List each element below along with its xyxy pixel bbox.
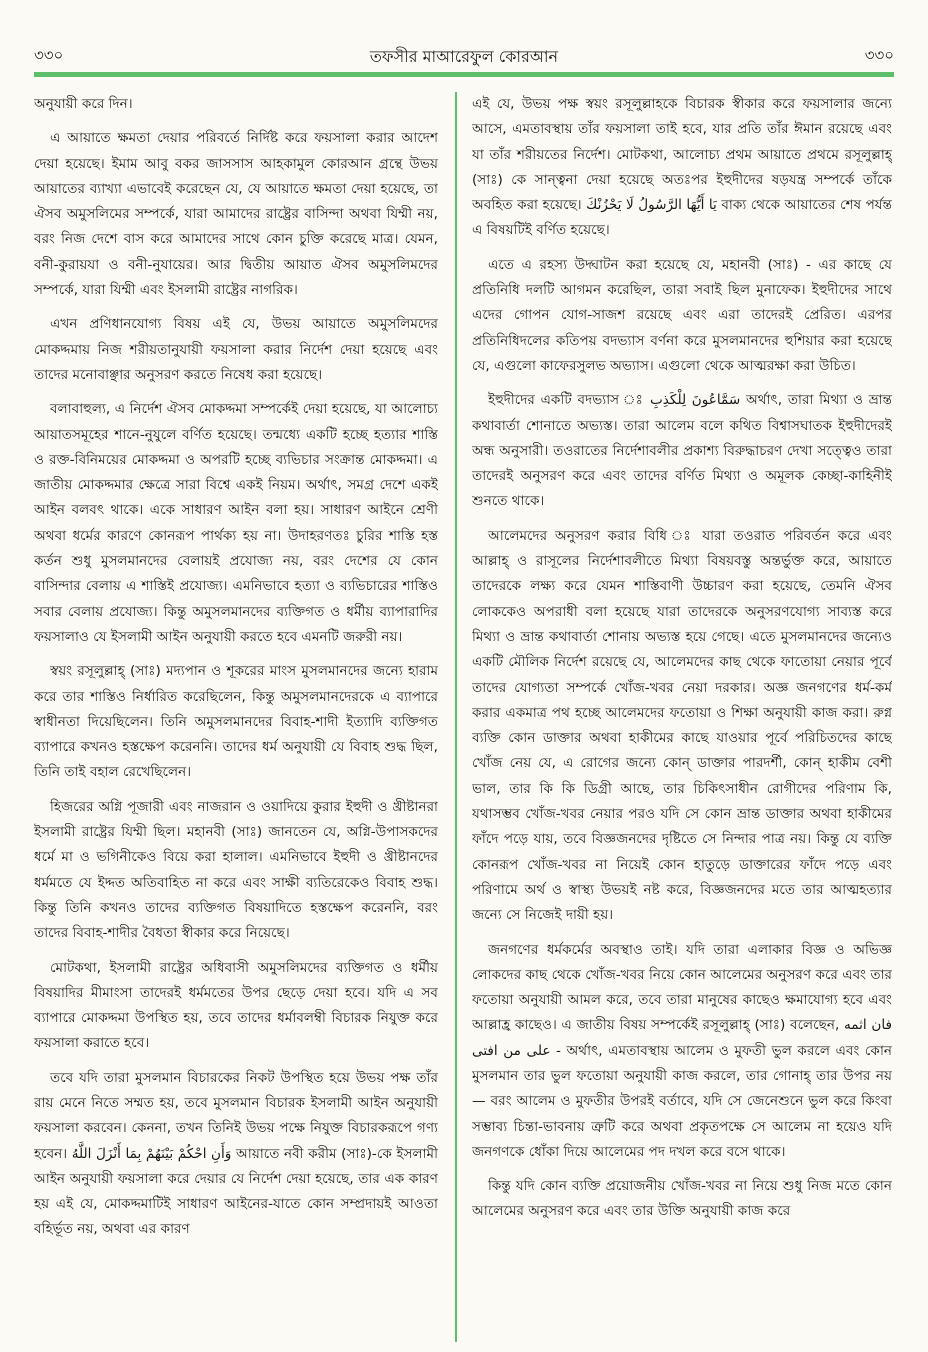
running-title: তফসীর মাআরেফুল কোরআন (369, 47, 559, 66)
page-number-right: ৩৩০ (864, 46, 894, 64)
paragraph: অনুযায়ী করে দিন। (34, 96, 133, 112)
column-divider (455, 92, 457, 1342)
paragraph: এ আয়াতে ক্ষমতা দেয়ার পরিবর্তে নির্দিষ্ট করে ফয়সালা করার আদেশ দেয়া হয়েছে। ইমাম আবু বকর জাসসাস আহকামুল কোরআন গ্রন্থে উভয় আয়াতের ব্যাখ্যা এভাবেই করেছেন যে, যে আয়াতে ক্ষমতা দেয়া হয়েছে, তা ঐসব অমুসলিমের সম্পর্কে, যারা আমাদের রাষ্ট্রের বাসিন্দা অথবা যিম্মী নয়, বরং নিজ দেশে বাস করে আমাদের সাথে কোন চুক্তি করেছে মাত্র। যেমন, বনী-কুরায়যা ও বনী-নুযায়ের। আর দ্বিতীয় আয়াত ঐসব অমুসলিমদের সম্পর্কে, যারা যিম্মী এবং ইসলামী রাষ্ট্রের নাগরিক। (34, 130, 438, 299)
paragraph: তবে যদি তারা মুসলমান বিচারকের নিকট উপস্থিত হয়ে উভয় পক্ষ তাঁর রায় মেনে নিতে সম্মত হয়, তবে মুসলমান বিচারক ইসলামী আইন অনুযায়ী ফয়সালা করবেন। কেননা, তখন তিনিই উভয় পক্ষে নিযুক্ত বিচারকরূপে গণ্য হবেন। وَأَنِ احْكُمْ بَيْنَهُمْ بِمَا أَنْزَلَ اللَّهُ আয়াতে নবী করীম (সাঃ)-কে ইসলামী আইন অনুযায়ী ফয়সালা করে দেয়ার যে নির্দেশ দেয়া হয়েছে, তার এক কারণ হয় এই যে, মোকদ্দমাটিই সাধারণ আইনের-যাতে কোন সম্প্রদায়ই আওতা বহির্ভূত নয়, অথবা এর কারণ (34, 1069, 438, 1238)
header-rule (34, 72, 894, 77)
paragraph: ইহুদীদের একটি বদভ্যাস ঃ سَمَّاعُونَ لِلْكَذِبِ অর্থাৎ, তারা মিথ্যা ও ভ্রান্ত কথাবার্তা শোনাতে অভ্যস্ত। তারা আলেম বলে কথিত বিশ্বাসঘাতক ইহুদীদেরই অন্ধ অনুসারী। তওরাতের নির্দেশাবলীর প্রকাশ্য বিরুদ্ধাচরণ দেখা সত্ত্বেও তারা তাদেরই অনুসরণ করে এবং তাদের বর্ণিত মিথ্যা ও অমূলক কেচ্ছা-কাহিনীই শুনতে থাকে। (472, 392, 892, 510)
left-column (34, 92, 438, 1342)
paragraph: মোটকথা, ইসলামী রাষ্ট্রের অধিবাসী অমুসলিমদের ব্যক্তিগত ও ধর্মীয় বিষয়াদির মীমাংসা তাদেরই ধর্মমতের উপর ছেড়ে দেয়া হবে। যদি এ সব ব্যাপারে মোকদ্দমা উপস্থিত হয়, তবে তাদের ধর্মাবলম্বী বিচারক নিযুক্ত করে ফয়সালা করাতে হবে। (34, 959, 438, 1052)
paragraph: হিজরের অগ্নি পূজারী এবং নাজরান ও ওয়াদিয়ে কুরার ইহুদী ও খ্রীষ্টানরা ইসলামী রাষ্ট্রের যিম্মী ছিল। মহানবী (সাঃ) জানতেন যে, অগ্নি-উপাসকদের ধর্মে মা ও ভগিনীকেও বিয়ে করা হালাল। এমনিভাবে ইহুদী ও খ্রীষ্টানদের ধর্মমতে যে ইদ্দত অতিবাহিত না করে এবং সাক্ষী ব্যতিরেকেও বিবাহ শুদ্ধ। কিন্তু তিনি কখনও তাদের ব্যক্তিগত বিষয়াদিতে হস্তক্ষেপ করেননি, বরং তাদের বিবাহ-শাদীর বৈধতা স্বীকার করে নিয়েছে। (34, 798, 438, 942)
paragraph: এই যে, উভয় পক্ষ স্বয়ং রসূলুল্লাহকে বিচারক স্বীকার করে ফয়সালার জন্যে আসে, এমতাবস্থায় তাঁর ফয়সালা তাই হবে, যার প্রতি তাঁর ঈমান রয়েছে এবং যা তাঁর শরীয়তের নির্দেশ। মোটকথা, আলোচ্য প্রথম আয়াতে প্রথমে রসূলুল্লাহ্ (সাঃ) কে সান্ত্বনা দেয়া হয়েছে অতঃপর ইহুদীদের ষড়যন্ত্র সম্পর্কে তাঁকে অবহিত করা হয়েছে। يَا أَيُّهَا الرَّسُولُ لَا يَحْزُنْكَ বাক্য থেকে আয়াতের শেষ পর্যন্ত এ বিষয়টিই বর্ণিত হয়েছে। (472, 96, 892, 239)
paragraph: জনগণের ধর্মকর্মের অবস্থাও তাই। যদি তারা এলাকার বিজ্ঞ ও অভিজ্ঞ লোকদের কাছ থেকে খোঁজ-খবর নিয়ে কোন আলেমের অনুসরণ করে এবং তার ফতোয়া অনুযায়ী আমল করে, তবে তারা মানুষের কাছেও ক্ষমাযোগ্য হবে এবং আল্লাহ্র কাছেও। এ জাতীয় বিষয় সম্পর্কেই রসূলুল্লাহ্ (সাঃ) বলেছেন, فان اثمه على من افتى - অর্থাৎ, এমতাবস্থায় আলেম ও মুফতী ভুল করলে এবং কোন মুসলমান তার ভুল ফতোয়া অনুযায়ী কাজ করলে, তার গোনাহ্ তার উপর নয়— বরং আলেম ও মুফতীর উপরই বর্তাবে, যদি সে জেনেশুনে ভুল করে কিংবা সম্ভাব্য চিন্তা-ভাবনায় ত্রুটি করে অথবা প্রকৃতপক্ষে সে আলেম না হয়েও যদি জনগণকে ধোঁকা দিয়ে আলেমের পদ দখল করে বসে থাকে। (472, 941, 892, 1160)
paragraph: আলেমদের অনুসরণ করার বিধি ঃ যারা তওরাত পরিবর্তন করে এবং আল্লাহ্ ও রাসূলের নির্দেশাবলীতে মিথ্যা বিষয়বস্তু অন্তর্ভুক্ত করে, আয়াতে তাদেরকে লক্ষ্য করে যেমন শাস্তিবাণী উচ্চারণ করা হয়েছে, তেমনি ঐসব লোককেও অপরাধী বলা হয়েছে যারা তাদেরকে অনুসরণযোগ্য সাব্যস্ত করে মিথ্যা ও ভ্রান্ত কথাবার্তা শোনায় অভ্যস্ত হয়ে গেছে। এতে মুসলমানদের জন্যেও একটি মৌলিক নির্দেশ রয়েছে যে, আলেমদের কাছ থেকে ফাতোয়া নেয়ার পূর্বে তাদের যোগ্যতা সম্পর্কে খোঁজ-খবর নেয়া দরকার। অজ্ঞ জনগণের ধর্ম-কর্ম করার একমাত্র পথ হচ্ছে আলেমদের ফতোয়া ও শিক্ষা অনুযায়ী কাজ করা। রুগ্ন ব্যক্তি কোন ডাক্তার অথবা হাকীমের কাছে যাওয়ার পূর্বে পরিচিতদের কাছে খোঁজ নেয় যে, এ রোগের জন্যে কোন্ ডাক্তার পারদর্শী, কোন্ হাকীম বেশী ভাল, তার কি কি ডিগ্রী আছে, তার চিকিৎসাধীন রোগীদের পরিণাম কি, যথাসম্ভব খোঁজ-খবর নেয়ার পরও যদি সে কোন ভ্রান্ত ডাক্তার অথবা হাকীমের ফাঁদে পড়ে যায়, তবে বিজ্ঞজনদের দৃষ্টিতে সে নিন্দার পাত্র নয়। কিন্তু যে ব্যক্তি কোনরূপ খোঁজ-খবর না নিয়েই কোন হাতুড়ে ডাক্তারের ফাঁদে পড়ে এবং পরিণামে অর্থ ও স্বাস্থ্য উভয়ই নষ্ট করে, বিজ্ঞজনদের মতে তার আত্মহত্যার জন্যে সে নিজেই দায়ী হয়। (472, 527, 892, 924)
paragraph: এখন প্রণিধানযোগ্য বিষয় এই যে, উভয় আয়াতে অমুসলিমদের মোকদ্দমায় নিজ শরীয়তানুযায়ী ফয়সালা করার নির্দেশ দেয়া হয়েছে এবং তাদের মনোবাঞ্ছার অনুসরণ করতে নিষেধ করা হয়েছে। (34, 316, 438, 383)
page-number-left: ৩৩০ (34, 46, 64, 64)
paragraph: এতে এ রহস্য উদ্ঘাটন করা হয়েছে যে, মহানবী (সাঃ) - এর কাছে যে প্রতিনিধি দলটি আগমন করেছিল, তারা সবাই ছিল মুনাফেক। ইহুদীদের সাথে এদের গোপন যোগ-সাজশ রয়েছে এবং এরা তাদেরই প্রেরিত। এরপর প্রতিনিধিদলের কতিপয় বদভ্যাস বর্ণনা করে মুসলমানদের হুশিয়ার করা হয়েছে যে, এগুলো কাফেরসুলভ অভ্যাস। এগুলো থেকে আত্মরক্ষা করা উচিত। (472, 256, 892, 374)
right-column (472, 92, 892, 1342)
paragraph: বলাবাহুল্য, এ নির্দেশ ঐসব মোকদ্দমা সম্পর্কেই দেয়া হয়েছে, যা আলোচ্য আয়াতসমূহের শানে-নুযুলে বর্ণিত হয়েছে। তন্মধ্যে একটি হচ্ছে হত্যার শাস্তি ও রক্ত-বিনিময়ের মোকদ্দমা ও অপরটি হচ্ছে ব্যভিচার সংক্রান্ত মোকদ্দমা। এ জাতীয় মোকদ্দমার ক্ষেত্রে সারা বিশ্বে একই নিয়ম। অর্থাৎ, সমগ্র দেশে একই আইন বলবৎ থাকে। একে সাধারণ আইন বলা হয়। সাধারণ আইনে শ্রেণী অথবা ধর্মের কারণে কোনরূপ পার্থক্য হয় না। উদাহরণতঃ চুরির শাস্তি হস্ত কর্তন শুধু মুসলমানদের বেলায়ই প্রযোজ্য নয়, বরং দেশের যে কোন বাসিন্দার বেলায় এ শাস্তিই প্রযোজ্য। এমনিভাবে হত্যা ও ব্যভিচারের শাস্তিও সবার বেলায় প্রযোজ্য। কিন্তু অমুসলমানদের ব্যক্তিগত ও ধর্মীয় ব্যাপারাদির ফয়সালাও যে ইসলামী আইন অনুযায়ী করতে হবে এমনটি জরুরী নয়। (34, 401, 438, 645)
paragraph: কিন্তু যদি কোন ব্যক্তি প্রয়োজনীয় খোঁজ-খবর না নিয়ে শুধু নিজ মতে কোন আলেমের অনুসরণ করে এবং তার উক্তি অনুযায়ী কাজ করে (472, 1178, 892, 1220)
page-header (0, 0, 928, 80)
paragraph: স্বয়ং রসূলুল্লাহ্ (সাঃ) মদ্যপান ও শূকরের মাংস মুসলমানদের জন্যে হারাম করে তার শাস্তিও নির্ধারিত করেছিলেন, কিন্তু অমুসলমানদেরকে এ ব্যাপারে স্বাধীনতা দিয়েছিলেন। তিনি অমুসলমানদের বিবাহ-শাদী ইত্যাদি ব্যক্তিগত ব্যাপারে কখনও হস্তক্ষেপ করেননি। তাদের ধর্ম অনুযায়ী যে বিবাহ শুদ্ধ ছিল, তিনি তাই বহাল রেখেছিলেন। (34, 663, 438, 781)
